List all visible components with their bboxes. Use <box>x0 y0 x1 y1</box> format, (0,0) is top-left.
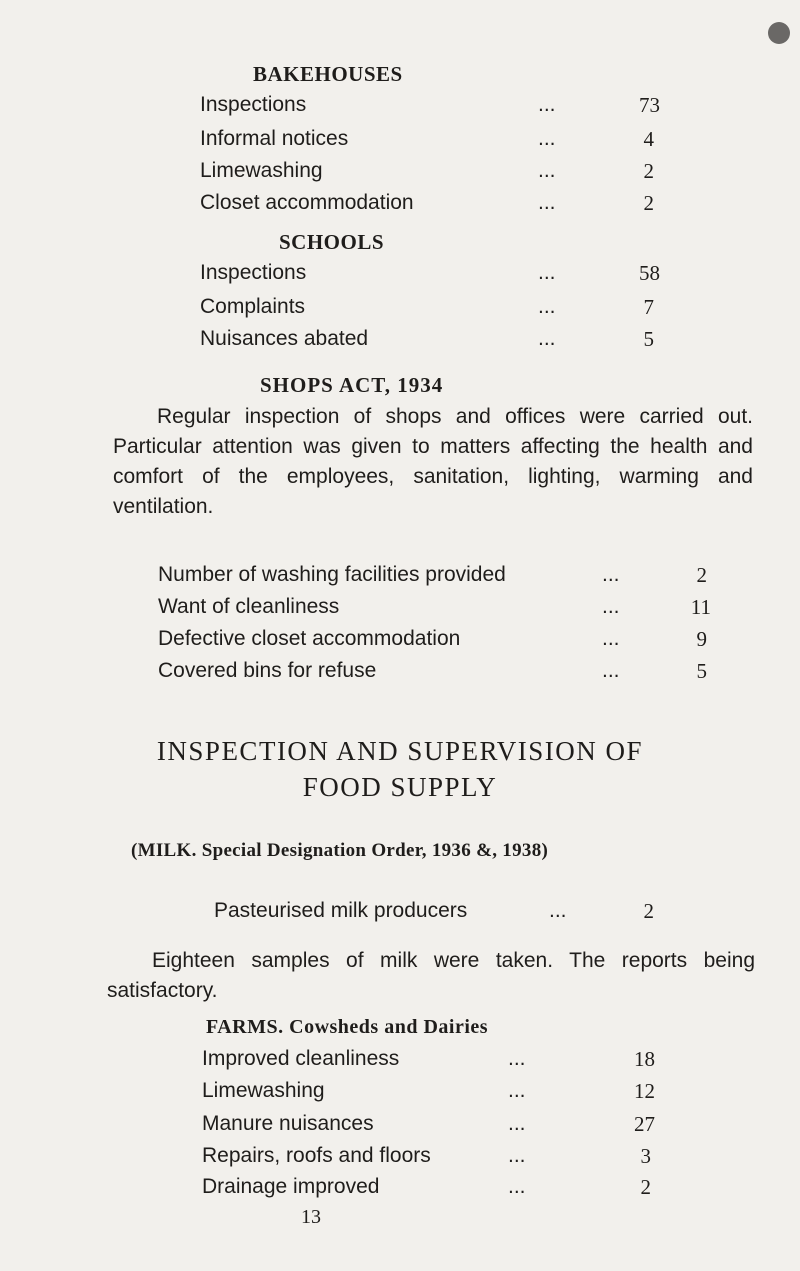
row-leader: ... <box>508 1079 526 1102</box>
row-value: 3 <box>640 1144 651 1168</box>
row-label: Pasteurised milk producers <box>214 899 468 922</box>
row-value: 5 <box>696 659 707 683</box>
row-label: Manure nuisances <box>202 1112 374 1135</box>
row-value: 2 <box>640 1175 651 1199</box>
row-leader: ... <box>538 261 556 284</box>
row-leader: ... <box>508 1175 526 1198</box>
shops-paragraph <box>113 402 753 522</box>
row-value: 9 <box>696 627 707 651</box>
row-leader: ... <box>602 659 620 682</box>
row-value: 5 <box>643 327 654 351</box>
bakehouses-heading: BAKEHOUSES <box>253 62 403 86</box>
row-leader: ... <box>602 595 620 618</box>
row-value: 12 <box>634 1079 655 1103</box>
row-leader: ... <box>602 563 620 586</box>
row-leader: ... <box>538 295 556 318</box>
page-number: 13 <box>301 1206 321 1228</box>
row-label: Informal notices <box>200 127 349 150</box>
row-value: 11 <box>690 595 711 619</box>
row-leader: ... <box>508 1112 526 1135</box>
row-leader: ... <box>538 93 556 116</box>
schools-heading: SCHOOLS <box>279 230 385 254</box>
row-leader: ... <box>508 1144 526 1167</box>
food-supply-heading-line2: FOOD SUPPLY <box>302 772 498 802</box>
row-leader: ... <box>602 627 620 650</box>
row-label: Complaints <box>200 295 306 318</box>
row-label: Covered bins for refuse <box>158 659 377 682</box>
row-label: Defective closet accommodation <box>158 627 461 650</box>
row-leader: ... <box>538 327 556 350</box>
row-label: Nuisances abated <box>200 327 369 350</box>
food-supply-heading-line1: INSPECTION AND SUPERVISION OF <box>156 736 644 766</box>
row-label: Repairs, roofs and floors <box>202 1144 431 1167</box>
row-value: 2 <box>643 899 654 923</box>
milk-samples-paragraph <box>107 946 755 1006</box>
paragraph-text: Eighteen samples of milk were taken. The reports being satisfactory. <box>107 949 755 1002</box>
row-value: 27 <box>634 1112 655 1136</box>
row-label: Inspections <box>200 93 307 116</box>
row-label: Inspections <box>200 261 307 284</box>
row-value: 18 <box>634 1047 655 1071</box>
row-leader: ... <box>538 159 556 182</box>
row-value: 7 <box>643 295 654 319</box>
row-leader: ... <box>508 1047 526 1070</box>
row-label: Drainage improved <box>202 1175 380 1198</box>
row-value: 58 <box>639 261 660 285</box>
ink-blot-mark <box>768 22 790 44</box>
row-leader: ... <box>538 127 556 150</box>
row-label: Improved cleanliness <box>202 1047 400 1070</box>
row-value: 2 <box>696 563 707 587</box>
row-value: 73 <box>639 93 660 117</box>
farms-heading: FARMS. Cowsheds and Dairies <box>206 1016 489 1038</box>
shops-act-heading: SHOPS ACT, 1934 <box>260 373 444 397</box>
row-value: 2 <box>643 159 654 183</box>
row-label: Limewashing <box>202 1079 325 1102</box>
row-label: Number of washing facilities provided <box>158 563 506 586</box>
row-label: Closet accommodation <box>200 191 414 214</box>
milk-order-heading: (MILK. Special Designation Order, 1936 &, 1938) <box>131 840 549 861</box>
row-value: 2 <box>643 191 654 215</box>
row-value: 4 <box>643 127 654 151</box>
row-label: Want of cleanliness <box>158 595 340 618</box>
row-leader: ... <box>538 191 556 214</box>
row-label: Limewashing <box>200 159 323 182</box>
row-leader: ... <box>549 899 567 922</box>
paragraph-text: Regular inspection of shops and offices were carried out. Particular attention was given to matters affecting the health and comfort of the employees, sanitation, lighting, warming and ventilation. <box>113 405 753 518</box>
